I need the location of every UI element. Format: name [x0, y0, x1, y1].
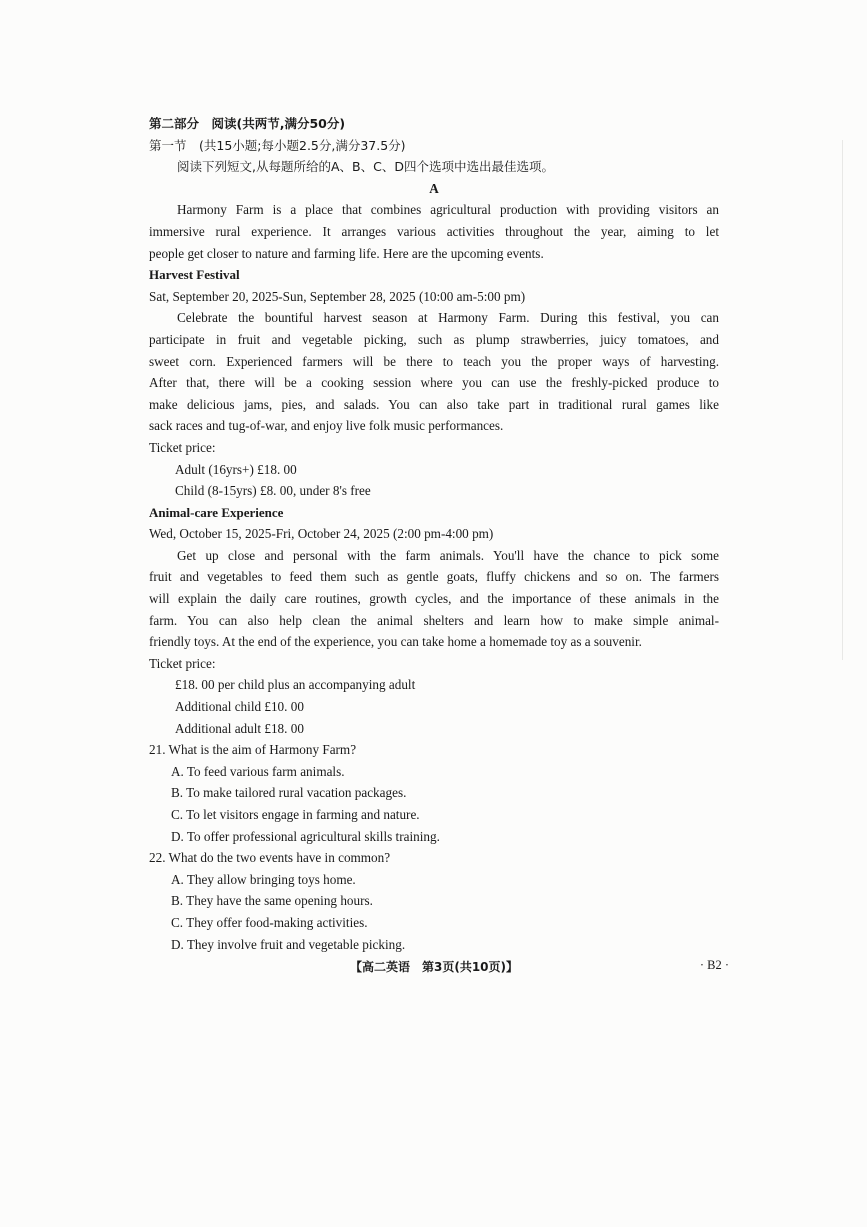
- intro-line: people get closer to nature and farming life. Here are the upcoming events.: [149, 245, 544, 261]
- instruction: 阅读下列短文,从每题所给的A、B、C、D四个选项中选出最佳选项。: [177, 159, 554, 175]
- question-22: [149, 847, 719, 955]
- event-description-line: fruit and vegetables to feed them such as gentle goats, fluffy chickens and so on. The farmers: [149, 569, 719, 585]
- passage-label: A: [429, 180, 439, 196]
- event-description-line: sweet corn. Experienced farmers will be there to teach you the proper ways of harvesting.: [149, 353, 719, 369]
- intro-line: Harmony Farm is a place that combines agricultural production with providing visitors an: [177, 202, 719, 218]
- footer-paper-code: · B2 ·: [699, 958, 729, 972]
- reading-section: [149, 113, 719, 955]
- subsection-title: 第一节 (共15小题;每小题2.5分,满分37.5分): [149, 137, 406, 153]
- question-stem: 21. What is the aim of Harmony Farm?: [149, 742, 357, 758]
- question-21: [149, 739, 719, 847]
- ticket-price: £18. 00 per child plus an accompanying adult: [175, 677, 416, 693]
- question-option: D. To offer professional agricultural skills training.: [171, 828, 440, 844]
- ticket-price: Adult (16yrs+) £18. 00: [175, 461, 297, 477]
- question-option: D. They involve fruit and vegetable picking.: [171, 936, 406, 952]
- ticket-label: Ticket price:: [149, 655, 216, 671]
- question-option: A. They allow bringing toys home.: [171, 871, 356, 887]
- part-title: 第二部分 阅读(共两节,满分50分): [149, 116, 346, 131]
- event-harvest-festival: [149, 264, 719, 502]
- event-description-line: Celebrate the bountiful harvest season at Harmony Farm. During this festival, you can: [177, 310, 719, 326]
- event-description-line: farm. You can also help clean the animal shelters and learn how to make simple animal-: [149, 612, 719, 628]
- question-option: C. To let visitors engage in farming and nature.: [171, 807, 420, 822]
- event-date: Wed, October 15, 2025-Fri, October 24, 2025 (2:00 pm-4:00 pm): [149, 526, 494, 542]
- ticket-price: Child (8-15yrs) £8. 00, under 8's free: [175, 483, 371, 499]
- scan-edge-mark: [842, 140, 843, 660]
- question-stem: 22. What do the two events have in common?: [149, 850, 391, 866]
- event-description-line: After that, there will be a cooking session where you can use the freshly-picked produce to: [149, 375, 719, 391]
- question-option: A. To feed various farm animals.: [171, 763, 345, 779]
- event-description-line: will explain the daily care routines, growth cycles, and the importance of these animals in the: [149, 591, 719, 607]
- ticket-label: Ticket price:: [149, 439, 216, 455]
- question-option: B. They have the same opening hours.: [171, 893, 373, 909]
- event-title: Harvest Festival: [149, 267, 240, 283]
- event-animal-care: [149, 502, 719, 740]
- ticket-price: Additional adult £18. 00: [175, 720, 304, 736]
- event-description-line: Get up close and personal with the farm animals. You'll have the chance to pick some: [177, 547, 719, 563]
- intro-line: immersive rural experience. It arranges various activities throughout the year, aiming to let: [149, 223, 719, 239]
- event-description-line: make delicious jams, pies, and salads. You can also take part in traditional rural games like: [149, 396, 719, 412]
- question-option: C. They offer food-making activities.: [171, 914, 368, 930]
- event-date: Sat, September 20, 2025-Sun, September 28, 2025 (10:00 am-5:00 pm): [149, 288, 526, 304]
- event-title: Animal-care Experience: [149, 504, 284, 520]
- passage-intro: [149, 199, 719, 264]
- event-description-line: participate in fruit and vegetable picking, such as plump strawberries, juicy tomatoes, and: [149, 331, 719, 347]
- question-option: B. To make tailored rural vacation packages.: [171, 785, 407, 801]
- event-description-line: sack races and tug-of-war, and enjoy live folk music performances.: [149, 418, 504, 434]
- ticket-price: Additional child £10. 00: [175, 699, 304, 715]
- footer-page-info: 【高二英语 第3页(共10页)】: [349, 960, 519, 974]
- event-description-line: friendly toys. At the end of the experience, you can take home a homemade toy as a souvenir.: [149, 634, 642, 650]
